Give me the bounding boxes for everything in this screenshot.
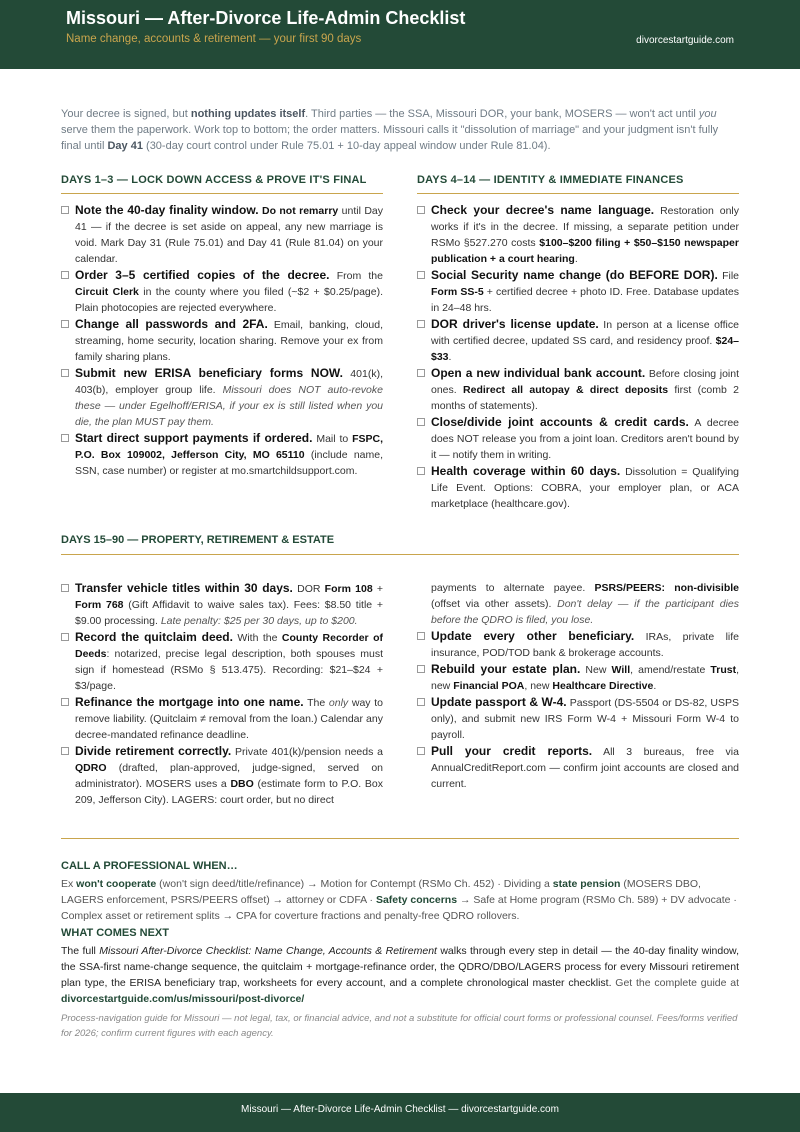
section-days-15-90 bbox=[61, 580, 739, 810]
checklist-item bbox=[61, 743, 383, 808]
item-bold: Form 108 bbox=[324, 583, 373, 595]
item-text: , new bbox=[431, 664, 739, 692]
item-text: A decree does NOT release you from a joint loan. Creditors aren't bound by it — notify them in writing. bbox=[431, 417, 740, 461]
checkbox[interactable] bbox=[417, 632, 425, 640]
header-site-link[interactable]: divorcestartguide.com bbox=[636, 35, 734, 46]
checklist-item bbox=[61, 694, 383, 743]
professional-text: → Safe at Home program (RSMo Ch. 589) + DV advocate · Complex asset or retirement splits → CPA for coverture fractions and penalty-free QDRO rollovers. bbox=[61, 894, 737, 922]
next-text: walks through every step in detail — the 40-day finality window, the SSA-first name-change sequence, the quitclaim + mortgage-refinance order, the QDRO/DBO/LAGERS process for every Missouri retirement plan type, the ERISA beneficiary trap, worksheets for every account, and a complete chronological master checklist. bbox=[61, 945, 739, 989]
checkbox[interactable] bbox=[61, 584, 69, 592]
checklist-item bbox=[417, 316, 739, 365]
item-heading: Transfer vehicle titles within 30 days. bbox=[75, 581, 293, 595]
item-bold: PSRS/PEERS: non-divisible bbox=[594, 582, 739, 594]
item-text: All 3 bureaus, free via AnnualCreditReport.com — confirm joint accounts are closed and current. bbox=[431, 746, 739, 790]
section-days-15-90-right bbox=[417, 580, 739, 792]
next-italic: Missouri After-Divorce Checklist: Name Change, Accounts & Retirement bbox=[99, 945, 437, 957]
checkbox[interactable] bbox=[61, 320, 69, 328]
section-days-1-3 bbox=[61, 174, 383, 479]
item-text: Restoration only works if it's in the decree. If missing, a separate petition under RSMo §527.270 costs bbox=[431, 205, 740, 249]
item-heading: Check your decree's name language. bbox=[431, 203, 655, 217]
item-bold: Trust bbox=[710, 664, 737, 676]
checklist-item bbox=[417, 628, 739, 661]
item-text: Before closing joint ones. bbox=[431, 368, 740, 396]
item-bold: FSPC, P.O. Box 109002, Jefferson City, MO 65110 bbox=[75, 433, 383, 461]
checklist-item-continued bbox=[417, 580, 739, 628]
item-text: : notarized, precise legal description, both spouses must sign if homestead (RSMo § 513.475). Recording: $21–$24 + $3/page. bbox=[75, 648, 383, 692]
item-bold: Healthcare Directive bbox=[552, 680, 654, 692]
checkbox[interactable] bbox=[61, 206, 69, 214]
checkbox[interactable] bbox=[417, 665, 425, 673]
section-heading: DAYS 4–14 — IDENTITY & IMMEDIATE FINANCES bbox=[417, 174, 739, 194]
section-heading-days-15-90: DAYS 15–90 — PROPERTY, RETIREMENT & ESTATE bbox=[61, 534, 739, 555]
item-bold: $24–$33 bbox=[431, 335, 739, 363]
divider bbox=[61, 838, 739, 839]
checkbox[interactable] bbox=[61, 747, 69, 755]
item-text: . bbox=[448, 351, 452, 363]
page-footer: Missouri — After-Divorce Life-Admin Checklist — divorcestartguide.com bbox=[0, 1093, 800, 1132]
item-bold: Form SS-5 bbox=[431, 286, 484, 298]
item-heading: Update passport & W-4. bbox=[431, 695, 567, 709]
item-text: (include name, SSN, case number) or register at mo.smartchildsupport.com. bbox=[75, 449, 384, 477]
checklist bbox=[417, 580, 739, 792]
item-heading: Divide retirement correctly. bbox=[75, 744, 232, 758]
item-bold: DBO bbox=[230, 778, 254, 790]
intro-block bbox=[61, 106, 739, 154]
item-text: (estimate form to P.O. Box 209, Jefferson City). LAGERS: court order, but no direct bbox=[75, 778, 383, 806]
disclaimer: Process-navigation guide for Missouri — not legal, tax, or financial advice, and not a substitute for official court forms or professional counsel. Fees/forms verified for 2026; confirm current figures with each agency. bbox=[61, 1013, 738, 1039]
checkbox[interactable] bbox=[61, 633, 69, 641]
page-header bbox=[0, 0, 800, 69]
checkbox[interactable] bbox=[61, 369, 69, 377]
intro-italic: you bbox=[698, 108, 717, 120]
item-text: in the county where you filed (~$2 + $0.25/page). Plain photocopies are rejected everywhere. bbox=[75, 286, 384, 314]
item-text: + certified decree + photo ID. Free. Database updates in 24–48 hrs. bbox=[431, 286, 739, 314]
item-text: IRAs, private life insurance, POD/TOD bank & brokerage accounts. bbox=[431, 631, 739, 659]
intro-paragraph bbox=[61, 106, 739, 154]
section-days-15-90-left bbox=[61, 580, 383, 808]
checklist-item bbox=[417, 694, 739, 743]
checklist-item bbox=[417, 267, 739, 316]
item-italic: Missouri does NOT auto-revoke these — under Egelhoff/ERISA, if your ex is still listed when you die, the plan MUST pay them. bbox=[75, 384, 383, 428]
next-paragraph bbox=[61, 943, 739, 1007]
checklist-item bbox=[61, 629, 383, 694]
checkbox[interactable] bbox=[61, 434, 69, 442]
item-heading: Refinance the mortgage into one name. bbox=[75, 695, 304, 709]
item-text: 401(k), 403(b), employer group life. bbox=[75, 368, 383, 396]
checkbox[interactable] bbox=[417, 747, 425, 755]
item-heading: Submit new ERISA beneficiary forms NOW. bbox=[75, 366, 343, 380]
item-heading: Change all passwords and 2FA. bbox=[75, 317, 268, 331]
professional-bold: Safety concerns bbox=[375, 894, 458, 906]
item-heading: Record the quitclaim deed. bbox=[75, 630, 233, 644]
checkbox[interactable] bbox=[61, 271, 69, 279]
item-text: Passport (DS-5504 or DS-82, USPS only), and submit new IRS Form W-4 + Missouri Form W-4 to payroll. bbox=[431, 697, 739, 741]
item-italic: Late penalty: $25 per 30 days, up to $200. bbox=[160, 615, 358, 627]
checkbox[interactable] bbox=[417, 271, 425, 279]
checklist-item bbox=[417, 463, 739, 512]
checklist-item bbox=[417, 365, 739, 414]
checklist-item bbox=[417, 743, 739, 792]
item-bold: Circuit Clerk bbox=[75, 286, 139, 298]
checklist bbox=[417, 202, 739, 512]
item-text: DOR bbox=[292, 583, 325, 595]
item-bold: Financial POA bbox=[453, 680, 525, 692]
item-text: From the bbox=[329, 270, 383, 282]
item-text: Email, banking, cloud, streaming, home security, location sharing. Remove your ex from family sharing plans. bbox=[75, 319, 383, 363]
checklist-item bbox=[417, 202, 739, 267]
page-subtitle: Name change, accounts & retirement — your first 90 days bbox=[66, 33, 362, 45]
item-text: Dissolution = Qualifying Life Event. Options: COBRA, your employer plan, or ACA marketplace (healthcare.gov). bbox=[431, 466, 740, 510]
item-text: until Day 41 — if the decree is set aside on appeal, any new marriage is void. Mark Day 31 (Rule 75.01) and Day 41 (Rule 81.04) on your calendar. bbox=[75, 205, 384, 265]
checkbox[interactable] bbox=[61, 698, 69, 706]
item-heading: Open a new individual bank account. bbox=[431, 366, 646, 380]
next-heading: WHAT COMES NEXT bbox=[61, 927, 169, 939]
item-text: , new bbox=[524, 680, 553, 692]
item-italic: Don't delay — if the participant dies before the QDRO is filed, you lose. bbox=[431, 598, 739, 626]
professional-paragraph bbox=[61, 876, 739, 924]
checklist bbox=[61, 202, 383, 479]
guide-link[interactable]: divorcestartguide.com/us/missouri/post-divorce/ bbox=[61, 993, 305, 1005]
item-text: The bbox=[303, 697, 329, 709]
professional-text: (MOSERS DBO, LAGERS enforcement, PSRS/PEERS offset) → attorney or CDFA · bbox=[61, 878, 701, 906]
item-text: payments to alternate payee. bbox=[431, 582, 595, 594]
checkbox[interactable] bbox=[417, 320, 425, 328]
item-heading: Health coverage within 60 days. bbox=[431, 464, 621, 478]
item-text: . bbox=[574, 253, 578, 265]
intro-text: . Third parties — the SSA, Missouri DOR, your bank, MOSERS — won't act until bbox=[305, 108, 699, 120]
bottom-block bbox=[61, 860, 739, 1041]
item-heading: Close/divide joint accounts & credit cards. bbox=[431, 415, 689, 429]
intro-emphasis: nothing updates itself bbox=[190, 108, 306, 120]
section-heading: DAYS 1–3 — LOCK DOWN ACCESS & PROVE IT'S FINAL bbox=[61, 174, 383, 194]
checkbox[interactable] bbox=[417, 369, 425, 377]
item-text: New bbox=[580, 664, 612, 676]
checklist-item bbox=[61, 202, 383, 267]
item-heading: Start direct support payments if ordered. bbox=[75, 431, 313, 445]
item-heading: Note the 40-day finality window. bbox=[75, 203, 259, 217]
professional-bold: won't cooperate bbox=[76, 878, 157, 890]
item-text: + bbox=[372, 583, 384, 595]
item-heading: Order 3–5 certified copies of the decree. bbox=[75, 268, 330, 282]
item-text: Mail to bbox=[312, 433, 353, 445]
checklist-item bbox=[417, 661, 739, 694]
checkbox[interactable] bbox=[417, 467, 425, 475]
professional-bold: state pension bbox=[552, 878, 621, 890]
checklist-item bbox=[61, 580, 383, 629]
item-text: . bbox=[653, 680, 657, 692]
checklist-item bbox=[61, 430, 383, 479]
item-heading: Rebuild your estate plan. bbox=[431, 662, 581, 676]
checklist bbox=[61, 580, 383, 808]
item-bold: $100–$200 filing + $50–$150 newspaper publication + a court hearing bbox=[431, 237, 739, 265]
item-bold: Redirect all autopay & direct deposits bbox=[463, 384, 669, 396]
intro-text: serve them the paperwork. Work top to bottom; the order matters. Missouri calls it "dissolution of marriage" and your judgment isn't fully final until bbox=[61, 124, 719, 152]
item-bold: County Recorder of Deeds bbox=[75, 632, 383, 660]
item-text: (drafted, plan-approved, judge-signed, served on administrator). MOSERS uses a bbox=[75, 762, 383, 790]
checkbox[interactable] bbox=[417, 698, 425, 706]
item-text: In person at a license office with certified decree, updated SS card, and residency proof. bbox=[431, 319, 739, 347]
item-text: way to remove liability. (Quitclaim ≠ removal from the loan.) Calendar any decree-mandated refinance deadline. bbox=[75, 697, 383, 741]
intro-emphasis: Day 41 bbox=[107, 140, 143, 152]
professional-text: (won't sign deed/title/refinance) → Motion for Contempt (RSMo Ch. 452) · Dividing a bbox=[156, 878, 553, 890]
item-heading: Pull your credit reports. bbox=[431, 744, 593, 758]
intro-text: (30-day court control under Rule 75.01 + 10-day appeal window under Rule 81.04). bbox=[142, 140, 551, 152]
intro-text: Your decree is signed, but bbox=[61, 108, 191, 120]
checklist-item bbox=[417, 414, 739, 463]
item-bold: Do not remarry bbox=[261, 205, 339, 217]
checklist-item bbox=[61, 267, 383, 316]
item-bold: Form 768 bbox=[75, 599, 124, 611]
checklist-item bbox=[61, 365, 383, 430]
checkbox[interactable] bbox=[417, 206, 425, 214]
professional-heading: CALL A PROFESSIONAL WHEN… bbox=[61, 860, 238, 872]
next-text: The full bbox=[61, 945, 100, 957]
section-days-4-14 bbox=[417, 174, 739, 512]
next-get-text: Get the complete guide at bbox=[615, 977, 739, 989]
item-bold: QDRO bbox=[75, 762, 107, 774]
item-heading: Social Security name change (do BEFORE DOR). bbox=[431, 268, 718, 282]
item-text: With the bbox=[232, 632, 282, 644]
item-text: Private 401(k)/pension needs a bbox=[231, 746, 383, 758]
checklist-item bbox=[61, 316, 383, 365]
page-title: Missouri — After-Divorce Life-Admin Checklist bbox=[66, 8, 466, 28]
item-heading: DOR driver's license update. bbox=[431, 317, 599, 331]
item-italic: only bbox=[328, 697, 349, 709]
professional-text: Ex bbox=[61, 878, 77, 890]
checkbox[interactable] bbox=[417, 418, 425, 426]
item-text: (Gift Affidavit to waive sales tax). Fees: $8.50 title + $9.00 processing. bbox=[75, 599, 383, 627]
item-text: File bbox=[717, 270, 739, 282]
item-bold: Will bbox=[611, 664, 631, 676]
item-text: , amend/restate bbox=[630, 664, 711, 676]
item-text: first (comb 2 months of statements). bbox=[431, 384, 739, 412]
item-heading: Update every other beneficiary. bbox=[431, 629, 635, 643]
top-columns bbox=[61, 174, 739, 534]
item-text: (offset via other assets). bbox=[431, 598, 558, 610]
